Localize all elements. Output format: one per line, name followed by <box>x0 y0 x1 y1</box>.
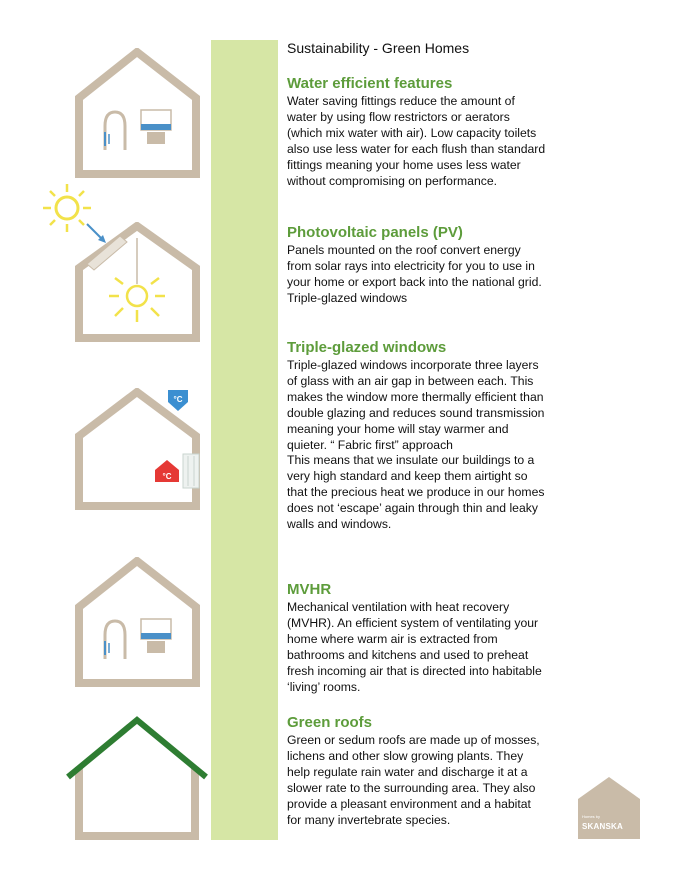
section-body: Water saving fittings reduce the amount of water by using flow restrictors or aerators (which mix water with air). Low capacity toilets also use less water for each flush than standard fittings meaning your home uses less water without compromising on performance. <box>287 94 546 188</box>
section-triple-glazed <box>287 339 547 533</box>
section-heading: Photovoltaic panels (PV) <box>287 224 463 241</box>
section-heading: Water efficient features <box>287 75 453 92</box>
section-body: Triple-glazed windows incorporate three layers of glass with an air gap in between each. This makes the window more thermally efficient than double glazing and reduces sound transmission meaning your home will stay warmer and quieter. “ Fabric first” approach This means that we insulate our buildings to a very high standard and keep them airtight so that the precious heat we produce in our homes does not ‘escape’ again through thin and leaky walls and windows. <box>287 358 545 532</box>
section-body: Green or sedum roofs are made up of mosses, lichens and other slow growing plants. They help regulate rain water and discharge it at a slower rate to the surrounding area. They also provide a pleasant environment and a habitat for many invertebrate species. <box>287 733 540 827</box>
water-efficient-house-icon <box>75 48 200 178</box>
section-water-efficient <box>287 75 547 189</box>
green-column-bar <box>211 40 278 840</box>
section-photovoltaic <box>287 224 547 307</box>
logo-brand: SKANSKA <box>582 822 623 831</box>
section-mvhr <box>287 581 547 695</box>
mvhr-house-icon <box>75 557 200 687</box>
svg-text:°C: °C <box>173 395 183 404</box>
page-title: Sustainability - Green Homes <box>287 40 470 56</box>
svg-text:°C: °C <box>162 472 172 481</box>
section-heading: MVHR <box>287 581 332 598</box>
photovoltaic-house-icon <box>75 222 200 342</box>
section-body: Panels mounted on the roof convert energy from solar rays into electricity for you to use in your home or export back into the national grid. Triple-glazed windows <box>287 243 542 305</box>
section-heading: Green roofs <box>287 714 373 731</box>
section-body: Mechanical ventilation with heat recovery (MVHR). An efficient system of ventilating your home where warm air is extracted from bathrooms and kitchens and used to preheat fresh incoming air that is directed into habitable ‘living’ rooms. <box>287 600 542 694</box>
green-roof-house-icon <box>66 715 208 840</box>
logo-tagline: Homes by <box>582 814 601 819</box>
section-heading: Triple-glazed windows <box>287 339 447 356</box>
section-green-roofs <box>287 714 547 828</box>
triple-glazed-house-icon <box>75 388 205 510</box>
